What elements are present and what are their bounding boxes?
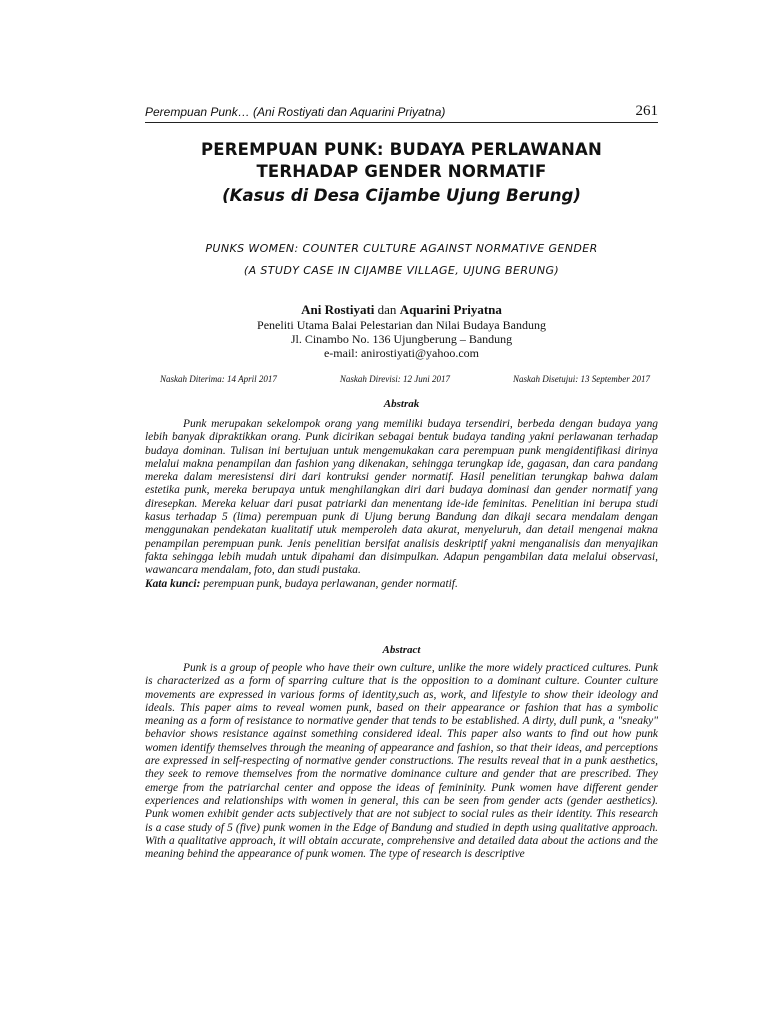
abstrak-body: Punk merupakan sekelompok orang yang memiliki budaya tersendiri, berbeda dengan budaya yang lebih banyak dipraktikkan orang. Punk dicirikan sebagai bentuk budaya tanding yakni perlawanan terhadap budaya dominan. Tulisan ini bertujuan untuk mengemukakan cara perempuan punk mengidentifikasi dirinya melalui makna penampilan dan fashion yang dikenakan, sehingga terungkap ide, gagasan, dan cara pandang mereka dalam meresistensi diri dari kontruksi gender normatif. Hasil penelitian terungkap bahwa dalam estetika punk, mereka berupaya untuk menghilangkan diri dari budaya dominasi dan gender normatif yang diresepkan. Mereka keluar dari pusat patriarki dan menentang ide-ide feminitas. Penelitian ini berupa studi kasus terhadap 5 (lima) perempuan punk di Ujung berung Bandung dan dikaji secara mendalam dengan menggunakan pendekatan kualitatif utuk memperoleh data akurat, menyeluruh, dan detail mengenai makna penampilan perempuan punk. Jenis penelitian bersifat analisis deskriptif yakni menganalisis dan menyajikan fakta sehingga lebih mudah untuk dipahami dan disimpulkan. Adapun pengambilan data melalui observasi, wawancara mendalam, foto, dan studi pustaka. (145, 418, 658, 577)
author-1: Ani Rostiyati (301, 302, 375, 317)
abstrak-section (145, 418, 658, 591)
author-names (145, 302, 658, 318)
title-line-2: TERHADAP GENDER NORMATIF (256, 162, 547, 181)
author-email[interactable]: e-mail: anirostiyati@yahoo.com (323, 346, 479, 360)
running-head-title: Perempuan Punk… (Ani Rostiyati dan Aquarini Priyatna) (145, 105, 446, 119)
abstrak-heading: Abstrak (383, 398, 420, 410)
date-received: Naskah Diterima: 14 April 2017 (160, 374, 277, 384)
title-line-1: PEREMPUAN PUNK: BUDAYA PERLAWANAN (200, 140, 603, 159)
abstract-body: Punk is a group of people who have their own culture, unlike the more widely practiced cultures. Punk is characterized as a form of sparring culture that is the opposition to a dominant culture. Counter culture movements are expressed in various forms of identity,such as, work, and lifestyle to show their ideology and ideals. This paper aims to reveal women punk, based on their appearance or fashion that has a symbolic meaning as a form of resistance to normative gender that tends to be established. A dirty, dull punk, a "sneaky" behavior shows resistance against something considered ideal. This paper also wants to find out how punk women identify themselves through the meaning of appearance and fashion, so that their ideas, and perceptions are expressed in self-respecting of normative gender constructions. The results reveal that in a punk aesthetics, they seek to remove themselves from the normative dominance culture and gender that are prescribed. They emerge from the patriarchal center and oppose the ideas of femininity. Punk women have different gender experiences and relationships with women in general, this can be seen from gender acts (gender aesthetics). Punk women exhibit gender acts subjectively that are not subject to social rules as their identity. This research is a case study of 5 (five) punk women in the Edge of Bandung and studied in depth using qualitative approach. With a qualitative approach, it will obtain accurate, comprehensive and detailed data about the actions and the meaning behind the appearance of punk women. The type of research is descriptive (145, 662, 658, 861)
author-2: Aquarini Priyatna (399, 302, 502, 317)
keywords-text: perempuan punk, budaya perlawanan, gender normatif. (200, 577, 458, 590)
author-affiliation: Peneliti Utama Balai Pelestarian dan Nilai Budaya Bandung (257, 318, 546, 332)
author-connector: dan (374, 302, 400, 317)
english-title (145, 238, 658, 282)
author-address: Jl. Cinambo No. 136 Ujungberung – Bandung (290, 332, 513, 346)
author-block (145, 302, 658, 360)
date-revised: Naskah Direvisi: 12 Juni 2017 (339, 374, 450, 384)
article-title (145, 139, 658, 208)
abstract-heading: Abstract (382, 644, 421, 656)
title-subtitle: (Kasus di Desa Cijambe Ujung Berung) (222, 186, 581, 205)
manuscript-dates (160, 374, 650, 384)
english-title-line-1: PUNKS WOMEN: COUNTER CULTURE AGAINST NORMATIVE GENDER (205, 242, 598, 255)
abstract-section (145, 662, 658, 861)
date-accepted: Naskah Disetujui: 13 September 2017 (513, 374, 650, 384)
english-title-line-2: (A STUDY CASE IN CIJAMBE VILLAGE, UJUNG BERUNG) (243, 264, 560, 277)
keywords-label: Kata kunci: (145, 577, 201, 590)
running-head (145, 100, 658, 123)
page-number: 261 (635, 103, 658, 119)
keywords (145, 578, 658, 591)
